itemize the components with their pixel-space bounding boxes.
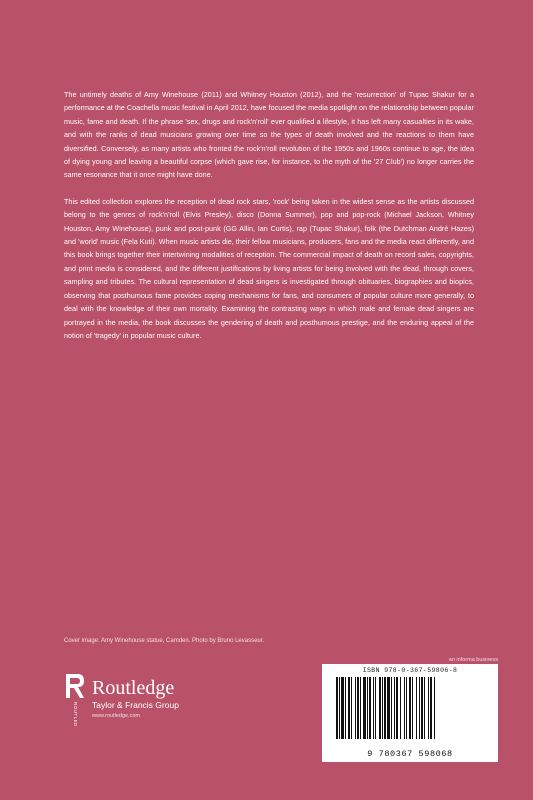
isbn-digits: 9 780367 598068: [367, 749, 453, 759]
publisher-url: www.routledge.com: [92, 713, 140, 719]
publisher-group: Taylor & Francis Group: [92, 700, 179, 710]
logo-vertical-text: ROUTLEDGE: [73, 702, 78, 726]
informa-tagline: an informa business: [448, 657, 498, 663]
barcode-bars: [336, 677, 484, 739]
publisher-brand: [92, 678, 179, 719]
blurb-paragraph-2: This edited collection explores the reception of dead rock stars, 'rock' being taken in the widest sense as the artists discussed belong to the genres of rock'n'roll (Elvis Presley), disco (Donna Summer), pop and pop-rock (Michael Jackson, Whitney Houston, Amy Winehouse), punk and post-punk (GG Allin, Ian Curtis), rap (Tupac Shakur), folk (the Dutchman André Hazes) and 'world' music (Fela Kuti). When music artists die, their fellow musicians, producers, fans and the media react differently, and this book brings together their intertwining modalities of reception. The commercial impact of death on record sales, copyrights, and print media is considered, and the different justifications by living artists for being involved with the dead, through covers, sampling and tributes. The cultural representation of dead singers is investigated through obituaries, biographies and biopics, observing that posthumous fame provides coping mechanisms for fans, and consumers of popular culture more generally, to deal with the knowledge of their own mortality. Examining the contrasting ways in which male and female dead singers are portrayed in the media, the book discusses the gendering of death and posthumous prestige, and the enduring appeal of the notion of 'tragedy' in popular music culture.: [64, 196, 474, 340]
cover-image-credit: Cover image: Amy Winehouse statue, Camden. Photo by Bruno Levasseur.: [64, 638, 265, 644]
publisher-name: Routledge: [92, 677, 175, 699]
publisher-block: [62, 672, 179, 726]
isbn-barcode: [322, 664, 498, 762]
blurb-paragraph-1: The untimely deaths of Amy Winehouse (2011) and Whitney Houston (2012), and the 'resurrection' of Tupac Shakur for a performance at the Coachella music festival in April 2012, have focused the media spotlight on the relationship between popular music, fame and death. If the phrase 'sex, drugs and rock'n'roll' ever qualified a lifestyle, it has left many casualties in its wake, and with the ranks of dead musicians growing over time so the types of death involved and the reactions to them have diversified. Conversely, as many artists who fronted the rock'n'roll revolution of the 1950s and 1960s continue to age, the idea of dying young and leaving a beautiful corpse (which gave rise, for instance, to the myth of the '27 Club') no longer carries the same resonance that it once might have done.: [64, 90, 474, 180]
back-cover-blurb: [64, 88, 474, 355]
isbn-top-text: ISBN 978-0-367-59806-8: [362, 667, 458, 674]
routledge-logo-icon: [62, 672, 86, 726]
